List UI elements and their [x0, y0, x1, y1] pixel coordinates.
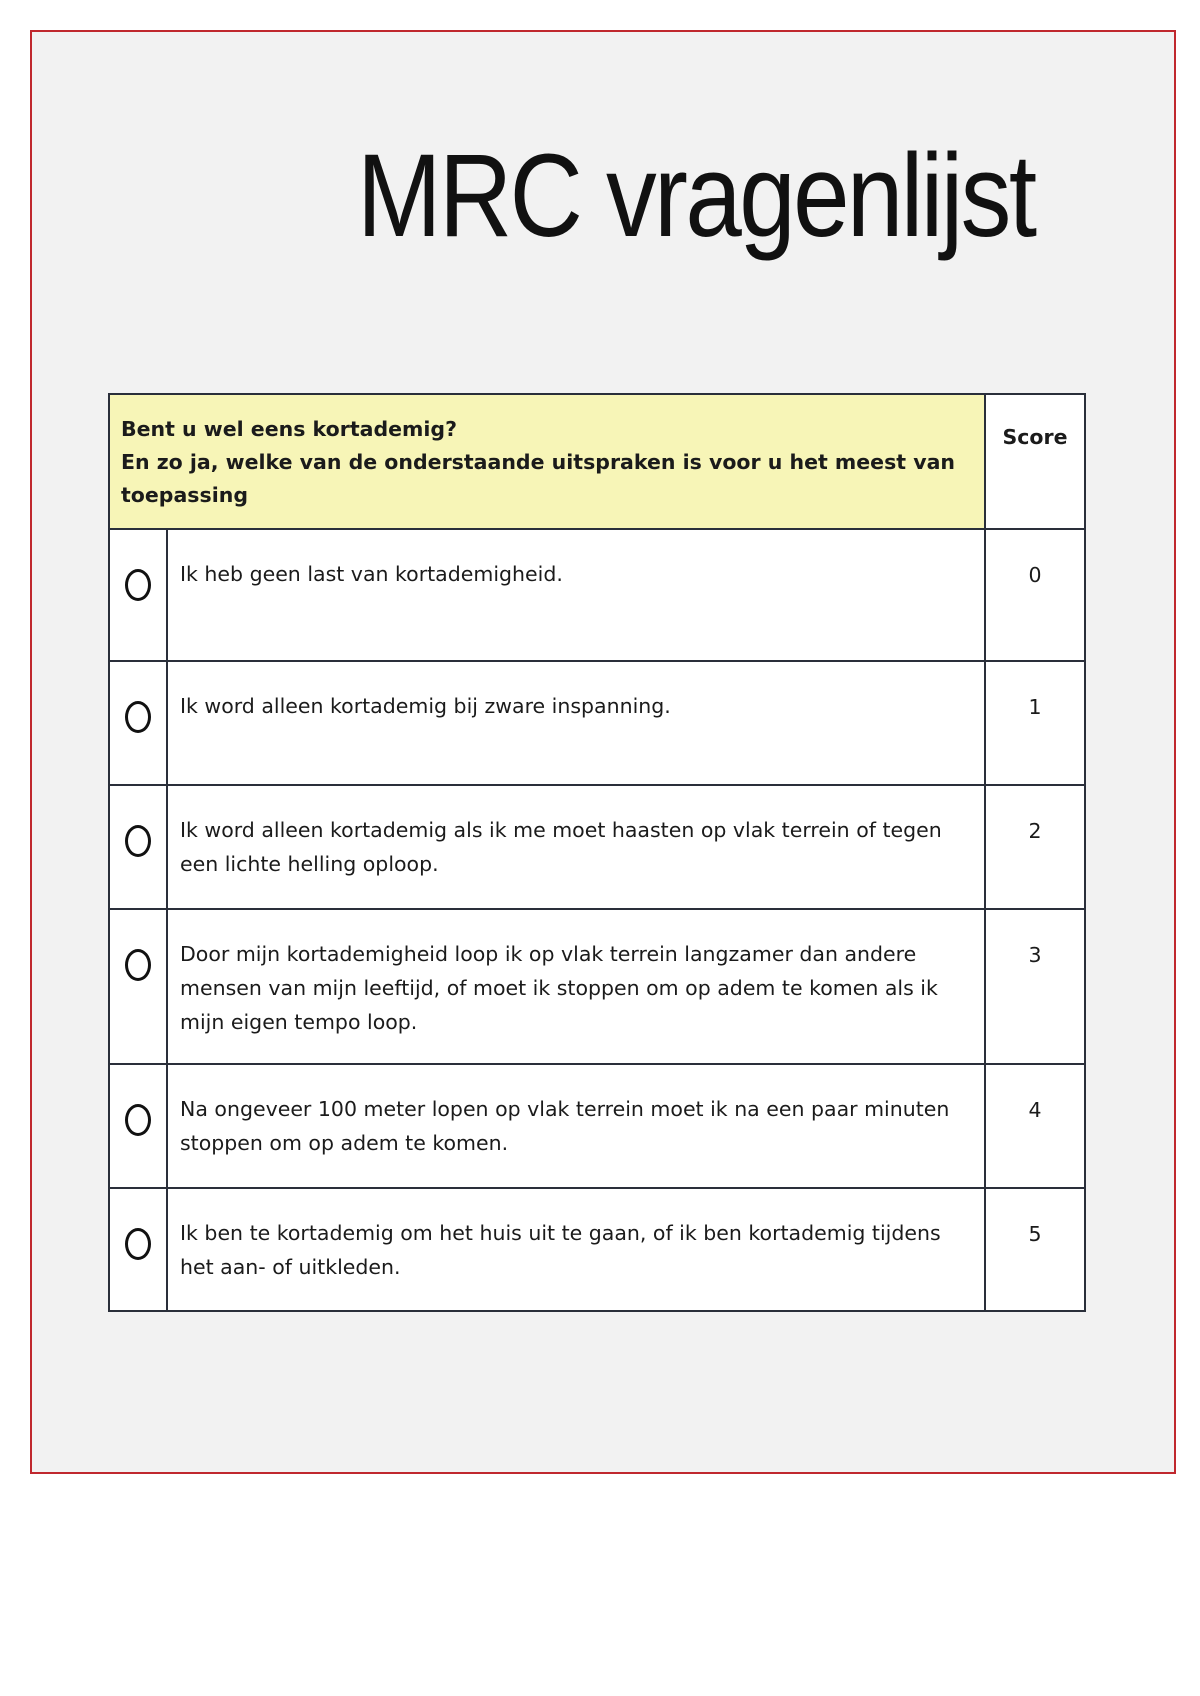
option-score: 4	[985, 1064, 1085, 1188]
radio-button-icon[interactable]	[125, 701, 151, 733]
table-row	[109, 909, 1085, 1064]
radio-button-icon[interactable]	[125, 825, 151, 857]
mrc-questionnaire-table	[108, 393, 1086, 1312]
option-radio-cell[interactable]	[109, 785, 167, 909]
option-text: Na ongeveer 100 meter lopen op vlak terrein moet ik na een paar minuten stoppen om op adem te komen.	[167, 1064, 985, 1188]
option-score: 1	[985, 661, 1085, 785]
score-column-header: Score	[985, 394, 1085, 529]
radio-button-icon[interactable]	[125, 949, 151, 981]
option-text: Ik word alleen kortademig bij zware inspanning.	[167, 661, 985, 785]
option-text: Door mijn kortademigheid loop ik op vlak terrein langzamer dan andere mensen van mijn leeftijd, of moet ik stoppen om op adem te komen als ik mijn eigen tempo loop.	[167, 909, 985, 1064]
option-text: Ik word alleen kortademig als ik me moet haasten op vlak terrein of tegen een lichte helling oploop.	[167, 785, 985, 909]
table-row	[109, 661, 1085, 785]
document-page	[30, 30, 1176, 1474]
question-line-2: En zo ja, welke van de onderstaande uitspraken is voor u het meest van toepassing	[121, 450, 956, 507]
table-row	[109, 529, 1085, 661]
radio-button-icon[interactable]	[125, 569, 151, 601]
question-header	[109, 394, 985, 529]
option-score: 2	[985, 785, 1085, 909]
option-text: Ik ben te kortademig om het huis uit te gaan, of ik ben kortademig tijdens het aan- of uitkleden.	[167, 1188, 985, 1311]
table-row	[109, 1064, 1085, 1188]
table-row	[109, 785, 1085, 909]
option-radio-cell[interactable]	[109, 1064, 167, 1188]
radio-button-icon[interactable]	[125, 1104, 151, 1136]
table-row	[109, 1188, 1085, 1311]
radio-button-icon[interactable]	[125, 1228, 151, 1260]
option-text: Ik heb geen last van kortademigheid.	[167, 529, 985, 661]
option-radio-cell[interactable]	[109, 529, 167, 661]
option-radio-cell[interactable]	[109, 1188, 167, 1311]
page-title: MRC vragenlijst	[357, 130, 1035, 262]
option-radio-cell[interactable]	[109, 909, 167, 1064]
option-score: 5	[985, 1188, 1085, 1311]
option-radio-cell[interactable]	[109, 661, 167, 785]
option-score: 3	[985, 909, 1085, 1064]
table-header-row	[109, 394, 1085, 529]
question-line-1: Bent u wel eens kortademig?	[121, 417, 457, 441]
option-score: 0	[985, 529, 1085, 661]
